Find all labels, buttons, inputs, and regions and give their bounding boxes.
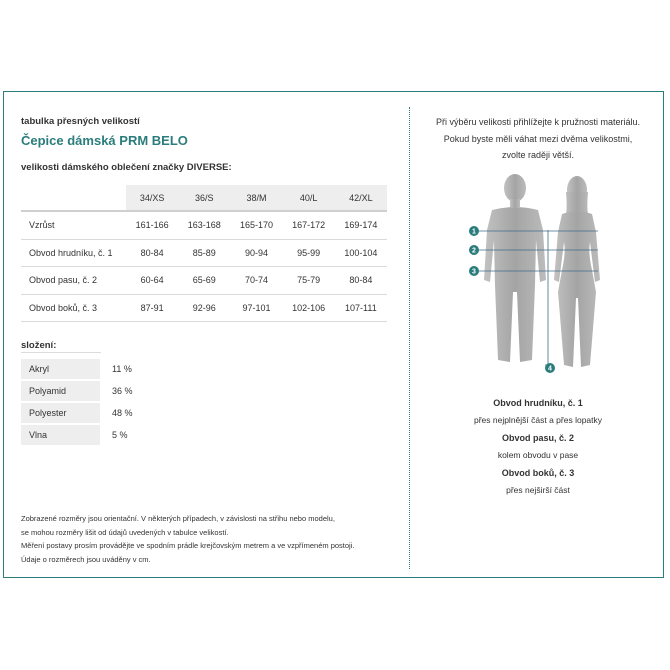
material-name: Akryl — [21, 359, 100, 379]
note-line: Údaje o rozměrech jsou uváděny v cm. — [21, 554, 151, 564]
table-cell: 107-111 — [335, 294, 387, 322]
table-cell: 85-89 — [178, 239, 230, 267]
table-cell: 80-84 — [126, 239, 178, 267]
marker-1-label: 1 — [472, 228, 476, 236]
marker-3-label: 3 — [472, 268, 476, 276]
table-cell: 169-174 — [335, 211, 387, 239]
legend-desc-chest: přes nejplnější část a přes lopatky — [473, 415, 603, 425]
product-title: Čepice dámská PRM BELO — [21, 133, 188, 148]
table-cell: 75-79 — [283, 267, 335, 295]
table-cell: 90-94 — [230, 239, 282, 267]
legend-title-chest: Obvod hrudníku, č. 1 — [493, 398, 583, 408]
legend-title-waist: Obvod pasu, č. 2 — [501, 433, 575, 443]
size-table-header — [21, 185, 387, 211]
row-label: Obvod boků, č. 3 — [21, 294, 126, 322]
table-cell: 92-96 — [178, 294, 230, 322]
table-row — [21, 294, 387, 322]
header-cell-empty — [21, 185, 126, 211]
table-cell: 87-91 — [126, 294, 178, 322]
table-cell: 97-101 — [230, 294, 282, 322]
composition-row — [21, 403, 173, 423]
note-line: Zobrazené rozměry jsou orientační. V některých případech, v závislosti na střihu nebo modelu, — [21, 514, 335, 523]
table-cell: 70-74 — [230, 267, 282, 295]
table-cell: 161-166 — [126, 211, 178, 239]
material-percent: 5 % — [112, 430, 128, 440]
composition-row — [21, 425, 173, 445]
body-figures-illustration — [440, 170, 615, 380]
legend-desc-waist: kolem obvodu v pase — [497, 450, 579, 460]
table-cell: 102-106 — [283, 294, 335, 322]
table-cell: 60-64 — [126, 267, 178, 295]
advice-line: zvolte raději větší. — [501, 150, 575, 160]
legend-title-hips: Obvod boků, č. 3 — [501, 468, 575, 478]
header-cell: 38/M — [230, 185, 282, 211]
table-cell: 163-168 — [178, 211, 230, 239]
marker-4-label: 4 — [548, 365, 552, 373]
measurement-legend — [418, 391, 658, 499]
column-divider — [409, 107, 410, 569]
size-advice — [418, 114, 658, 164]
composition-row — [21, 359, 173, 379]
table-row — [21, 239, 387, 267]
table-cell: 165-170 — [230, 211, 282, 239]
table-cell: 167-172 — [283, 211, 335, 239]
table-row — [21, 267, 387, 295]
female-figure — [554, 176, 600, 367]
table-cell: 65-69 — [178, 267, 230, 295]
material-percent: 36 % — [112, 386, 133, 396]
composition-divider — [21, 352, 101, 353]
material-name: Vlna — [21, 425, 100, 445]
table-row — [21, 211, 387, 239]
brand-line: velikosti dámského oblečení značky DIVERSE: — [21, 162, 232, 173]
row-label: Vzrůst — [21, 211, 126, 239]
composition-row — [21, 381, 173, 401]
legend-desc-hips: přes nejširší část — [506, 485, 570, 495]
row-label: Obvod pasu, č. 2 — [21, 267, 126, 295]
size-table — [21, 185, 387, 322]
table-cell: 100-104 — [335, 239, 387, 267]
material-percent: 11 % — [112, 364, 132, 374]
header-cell: 34/XS — [126, 185, 178, 211]
row-label: Obvod hrudníku, č. 1 — [21, 239, 126, 267]
note-line: se mohou rozměry lišit od údajů uvedených v tabulce velikostí. — [21, 527, 229, 537]
note-line: Měření postavy prosím provádějte ve spodním prádle krejčovským metrem a ve vzpřímeném postoji. — [21, 541, 355, 550]
material-name: Polyester — [21, 403, 100, 423]
material-percent: 48 % — [112, 408, 133, 418]
male-figure — [484, 174, 546, 362]
marker-2-label: 2 — [472, 247, 476, 255]
composition-title: složení: — [21, 340, 57, 351]
advice-line: Pokud byste měli váhat mezi dvěma velikostmi, — [443, 133, 633, 144]
header-cell: 42/XL — [335, 185, 387, 211]
header-cell: 40/L — [283, 185, 335, 211]
table-cell: 95-99 — [283, 239, 335, 267]
composition-table — [21, 357, 173, 447]
material-name: Polyamid — [21, 381, 100, 401]
table-cell: 80-84 — [335, 267, 387, 295]
advice-line: Při výběru velikosti přihlížejte k pružnosti materiálu. — [435, 117, 641, 127]
measurement-notes — [21, 512, 354, 566]
header-cell: 36/S — [178, 185, 230, 211]
subheading: tabulka přesných velikostí — [21, 116, 140, 127]
